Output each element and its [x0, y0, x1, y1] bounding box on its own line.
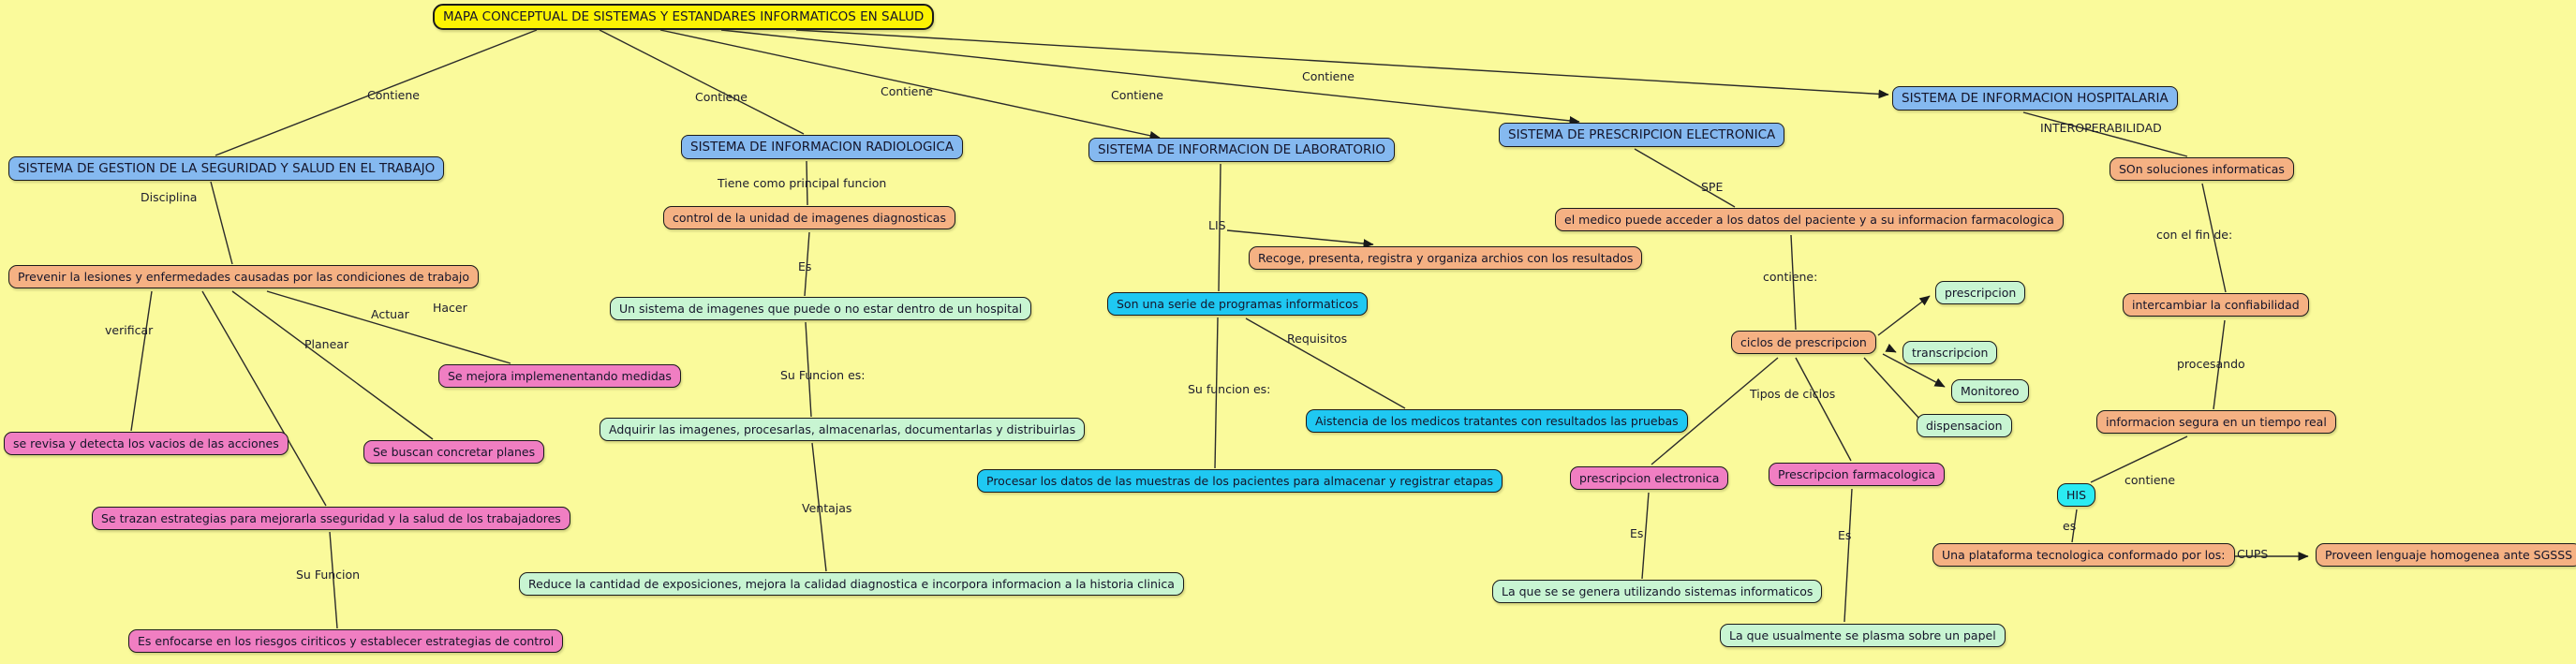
edge-label-contiene-radiologica[interactable]: Contiene	[695, 90, 748, 104]
edge-label-spe[interactable]: SPE	[1701, 180, 1724, 194]
node-asistencia-medicos[interactable]: Aistencia de los medicos tratantes con resultados las pruebas	[1306, 409, 1688, 433]
node-serie-programas-informaticos[interactable]: Son una serie de programas informaticos	[1107, 292, 1368, 316]
node-ciclo-prescripcion[interactable]: prescripcion	[1935, 281, 2025, 304]
edge-label-es-prescripcion-farmacologica[interactable]: Es	[1838, 528, 1852, 542]
edge-label-contiene-hospitalaria[interactable]: Contiene	[1302, 69, 1355, 83]
node-intercambiar-confiabilidad[interactable]: intercambiar la confiabilidad	[2123, 293, 2309, 317]
edge-label-contiene-sgsst[interactable]: Contiene	[367, 88, 420, 102]
node-procesar-datos-muestras[interactable]: Procesar los datos de las muestras de los pacientes para almacenar y registrar etapas	[977, 469, 1503, 493]
node-proveen-lenguaje[interactable]: Proveen lenguaje homogenea ante SGSSS	[2316, 543, 2576, 567]
node-sistema-informacion-hospitalaria[interactable]: SISTEMA DE INFORMACION HOSPITALARIA	[1892, 86, 2178, 111]
node-prescripcion-electronica[interactable]: prescripcion electronica	[1570, 466, 1728, 490]
node-genera-sistemas-informaticos[interactable]: La que se se genera utilizando sistemas informaticos	[1492, 580, 1822, 603]
edge-label-su-funcion-es-laboratorio[interactable]: Su funcion es:	[1188, 382, 1271, 396]
node-se-trazan-estrategias[interactable]: Se trazan estrategias para mejorarla sseguridad y la salud de los trabajadores	[92, 507, 570, 530]
node-sistema-informacion-laboratorio[interactable]: SISTEMA DE INFORMACION DE LABORATORIO	[1088, 138, 1395, 162]
node-medico-acceso-datos[interactable]: el medico puede acceder a los datos del paciente y a su informacion farmacologica	[1555, 208, 2064, 231]
edge-label-lis[interactable]: LIS	[1208, 218, 1226, 232]
node-prescripcion-farmacologica[interactable]: Prescripcion farmacologica	[1769, 463, 1945, 486]
edge-label-interoperabilidad[interactable]: INTEROPERABILIDAD	[2040, 121, 2162, 135]
node-informacion-segura[interactable]: informacion segura en un tiempo real	[2096, 410, 2336, 434]
node-es-enfocarse-riesgos[interactable]: Es enfocarse en los riesgos ciriticos y establecer estrategias de control	[128, 629, 563, 653]
edge-label-tipos-de-ciclos[interactable]: Tipos de ciclos	[1750, 387, 1836, 401]
node-se-mejora-medidas[interactable]: Se mejora implemenentando medidas	[438, 364, 681, 388]
edge-label-con-el-fin-de[interactable]: con el fin de:	[2156, 228, 2233, 242]
node-un-sistema-imagenes[interactable]: Un sistema de imagenes que puede o no estar dentro de un hospital	[610, 297, 1031, 320]
edge-label-procesando[interactable]: procesando	[2177, 357, 2245, 371]
map-title: MAPA CONCEPTUAL DE SISTEMAS Y ESTANDARES INFORMATICOS EN SALUD	[433, 4, 934, 30]
edge-label-es-prescripcion-electronica[interactable]: Es	[1630, 526, 1644, 540]
edge-label-actuar[interactable]: Actuar	[371, 307, 409, 321]
node-adquirir-imagenes[interactable]: Adquirir las imagenes, procesarlas, almacenarlas, documentarlas y distribuirlas	[600, 418, 1085, 441]
node-sistema-gestion-seguridad[interactable]: SISTEMA DE GESTION DE LA SEGURIDAD Y SALUD EN EL TRABAJO	[8, 156, 444, 181]
edge-label-ventajas[interactable]: Ventajas	[802, 501, 852, 515]
edge-label-disciplina[interactable]: Disciplina	[141, 190, 198, 204]
node-control-unidad-imagenes[interactable]: control de la unidad de imagenes diagnosticas	[663, 206, 955, 229]
edge-label-su-funcion[interactable]: Su Funcion	[296, 568, 361, 582]
node-ciclo-monitoreo[interactable]: Monitoreo	[1951, 379, 2029, 403]
node-ciclos-prescripcion[interactable]: ciclos de prescripcion	[1731, 331, 1876, 354]
node-recoge-organiza-archivos[interactable]: Recoge, presenta, registra y organiza archios con los resultados	[1249, 246, 1642, 270]
edge-label-tiene-como-funcion[interactable]: Tiene como principal funcion	[718, 176, 887, 190]
edge-label-cups[interactable]: CUPS	[2237, 547, 2269, 561]
node-se-buscan-planes[interactable]: Se buscan concretar planes	[363, 440, 544, 464]
edge-label-contiene-prescripcion[interactable]: Contiene	[1111, 88, 1163, 102]
node-reduce-exposiciones[interactable]: Reduce la cantidad de exposiciones, mejora la calidad diagnostica e incorpora informacion a la historia clinica	[519, 572, 1184, 596]
node-soluciones-informaticas[interactable]: SOn soluciones informaticas	[2110, 157, 2294, 181]
node-ciclo-dispensacion[interactable]: dispensacion	[1917, 414, 2012, 437]
edge-label-contiene-laboratorio[interactable]: Contiene	[881, 84, 933, 98]
node-plasma-sobre-papel[interactable]: La que usualmente se plasma sobre un papel	[1720, 624, 2006, 647]
node-sistema-informacion-radiologica[interactable]: SISTEMA DE INFORMACION RADIOLOGICA	[681, 135, 963, 159]
edge-label-es-his[interactable]: es	[2063, 519, 2077, 533]
node-se-revisa-vacios[interactable]: se revisa y detecta los vacios de las acciones	[4, 432, 289, 455]
edge-label-contiene-his[interactable]: contiene	[2124, 473, 2176, 487]
edge-label-contiene-ciclos[interactable]: contiene:	[1763, 270, 1818, 284]
edge-label-su-funcion-es-radiologica[interactable]: Su Funcion es:	[780, 368, 866, 382]
node-his[interactable]: HIS	[2057, 483, 2095, 507]
edge-label-verificar[interactable]: verificar	[105, 323, 154, 337]
node-prevenir-lesiones[interactable]: Prevenir la lesiones y enfermedades causadas por las condiciones de trabajo	[8, 265, 479, 288]
edge-label-planear[interactable]: Planear	[304, 337, 349, 351]
node-sistema-prescripcion-electronica[interactable]: SISTEMA DE PRESCRIPCION ELECTRONICA	[1499, 123, 1784, 147]
edge-label-requisitos[interactable]: Requisitos	[1287, 332, 1348, 346]
node-ciclo-transcripcion[interactable]: transcripcion	[1902, 341, 1997, 364]
node-plataforma-tecnologica[interactable]: Una plataforma tecnologica conformado por los:	[1932, 543, 2235, 567]
edge-label-hacer[interactable]: Hacer	[433, 301, 467, 315]
edge-label-es-radiologica[interactable]: Es	[798, 259, 812, 273]
